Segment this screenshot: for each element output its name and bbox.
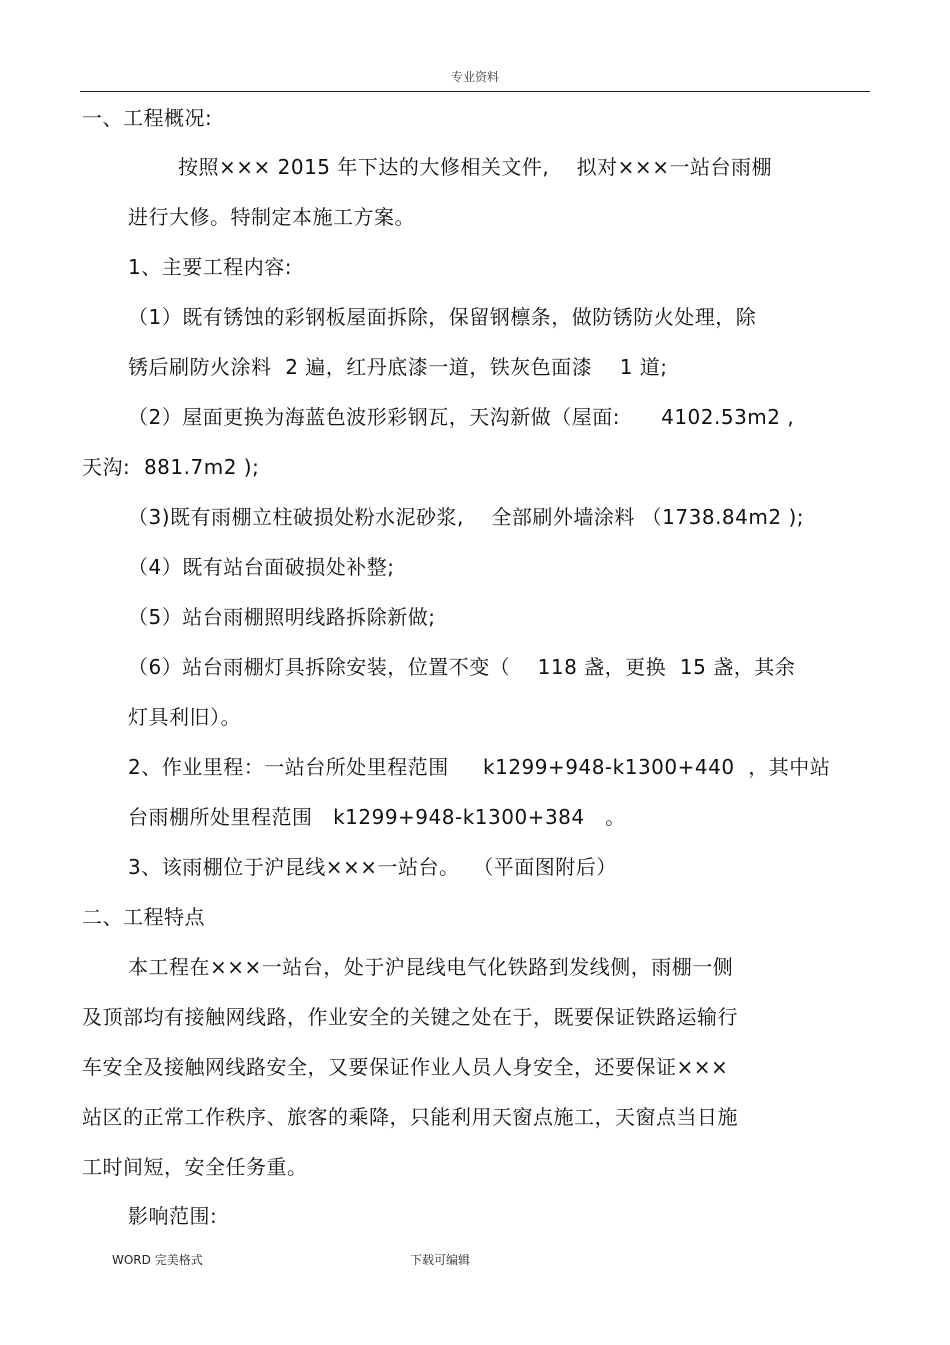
paragraph-line: 按照××× 2015 年下达的大修相关文件, 拟对×××一站台雨棚 bbox=[178, 155, 772, 179]
subheading-impact-scope: 影响范围: bbox=[128, 1204, 218, 1228]
footer-right-text: 下载可编辑 bbox=[410, 1253, 471, 1267]
section-heading-overview: 一、工程概况: bbox=[82, 106, 213, 130]
footer-left-text: WORD 完美格式 bbox=[112, 1253, 203, 1267]
paragraph-line: 进行大修。特制定本施工方案。 bbox=[128, 205, 415, 229]
paragraph-line: 2、作业里程：一站台所处里程范围 k1299+948-k1300+440 ，其中站 bbox=[128, 755, 831, 779]
list-item-line: 锈后刷防火涂料 2 遍，红丹底漆一道，铁灰色面漆 1 道; bbox=[128, 355, 668, 379]
list-item-line: （1）既有锈蚀的彩钢板屋面拆除，保留钢檩条，做防锈防火处理，除 bbox=[128, 305, 757, 329]
paragraph-line: 工时间短，安全任务重。 bbox=[82, 1155, 308, 1179]
paragraph-line: 3、该雨棚位于沪昆线×××一站台。 （平面图附后） bbox=[128, 855, 617, 879]
header-divider bbox=[80, 91, 870, 92]
list-item-line: 灯具利旧）。 bbox=[128, 705, 241, 729]
section-heading-features: 二、工程特点 bbox=[82, 905, 205, 929]
paragraph-line: 台雨棚所处里程范围 k1299+948-k1300+384 。 bbox=[128, 805, 626, 829]
list-item-line: （6）站台雨棚灯具拆除安装，位置不变（ 118 盏，更换 15 盏，其余 bbox=[128, 655, 796, 679]
list-item-line: （5）站台雨棚照明线路拆除新做; bbox=[128, 605, 436, 629]
list-item-line: （3)既有雨棚立柱破损处粉水泥砂浆, 全部刷外墙涂料 （1738.84m2 ); bbox=[128, 505, 804, 529]
paragraph-line: 站区的正常工作秩序、旅客的乘降，只能利用天窗点施工，天窗点当日施 bbox=[82, 1105, 738, 1129]
list-item-line: 天沟: 881.7m2 ); bbox=[82, 455, 260, 479]
list-item-line: （4）既有站台面破损处补整; bbox=[128, 555, 395, 579]
paragraph-line: 及顶部均有接触网线路，作业安全的关键之处在于，既要保证铁路运输行 bbox=[82, 1005, 738, 1029]
subsection-heading-main-content: 1、主要工程内容: bbox=[128, 255, 292, 279]
list-item-line: （2）屋面更换为海蓝色波形彩钢瓦，天沟新做（屋面: 4102.53m2 , bbox=[128, 405, 795, 429]
paragraph-line: 本工程在×××一站台，处于沪昆线电气化铁路到发线侧，雨棚一侧 bbox=[128, 955, 734, 979]
paragraph-line: 车安全及接触网线路安全，又要保证作业人员人身安全，还要保证××× bbox=[82, 1055, 729, 1079]
page-header-title: 专业资料 bbox=[450, 70, 499, 84]
